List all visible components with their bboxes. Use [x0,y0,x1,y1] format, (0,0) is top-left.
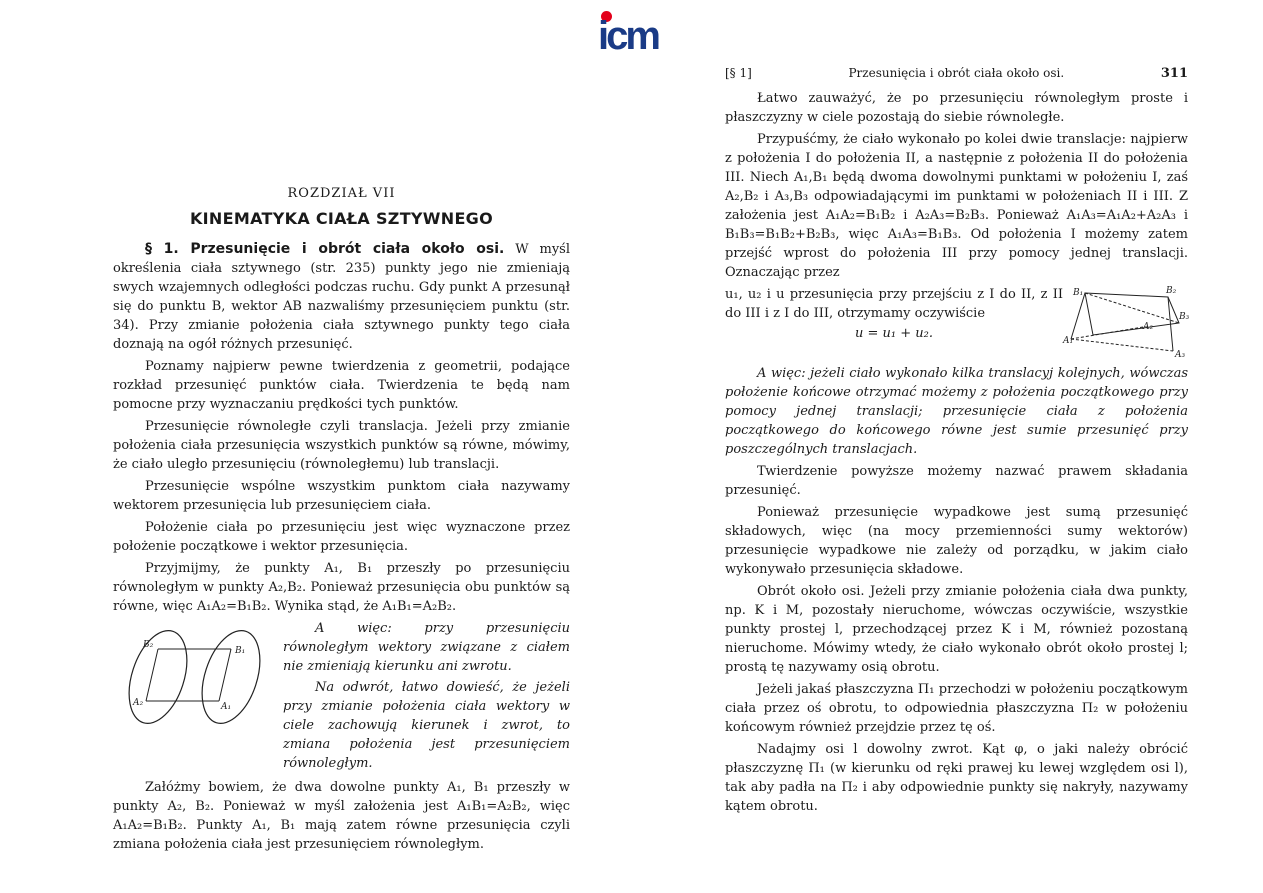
right-paragraph-1: Łatwo zauważyć, że po przesunięciu równoległym proste i płaszczyzny w ciele pozostają do siebie równoległe. [725,91,1188,125]
translation-figure [113,619,283,775]
right-paragraph-8: Nadajmy osi l dowolny zwrot. Kąt φ, o jaki należy obrócić płaszczyznę Π₁ (w kierunku od ręki prawej ku lewej względem osi l), tak aby padła na Π₂ i aby odpowiednie punkty się nakryły, nazywamy kątem obrotu. [725,742,1188,814]
label-a2: A₂ [133,698,144,708]
right-paragraph-6: Obrót około osi. Jeżeli przy zmianie położenia ciała dwa punkty, np. K i M, pozostały nieruchome, wówczas oczywiście, wszystkie punkty prostej l, przechodzącej przez K i M, również pozostaną nieruchome. Mówimy wtedy, że ciało wykonało obrót około prostej l; prostą tę nazywamy osią obrotu. [725,584,1188,675]
rlabel-b2: B₂ [1166,286,1177,296]
right-paragraph-4: Twierdzenie powyższe możemy nazwać prawem składania przesunięć. [725,464,1188,498]
running-header [725,66,1188,81]
paragraph-5: Położenie ciała po przesunięciu jest więc wyznaczone przez położenie początkowe i wektor przesunięcia. [113,520,570,554]
paragraph-2: Poznamy najpierw pewne twierdzenia z geometrii, podające rozkład przesunięć punktów ciała. Twierdzenia te będą nam pomocne przy wyznaczaniu prędkości tych punktów. [113,359,570,412]
composition-figure [1063,285,1188,364]
rlabel-a3: A₃ [1175,350,1186,360]
label-b1: B₁ [235,646,246,656]
header-section: [§ 1] [725,66,752,80]
paragraph-8: Na odwrót, łatwo dowieść, że jeżeli przy zmianie położenia ciała wektory w ciele zachowują kierunek i zwrot, to zmiana położenia jest przesunięciem równoległym. [283,680,570,771]
paragraph-6: Przyjmijmy, że punkty A₁, B₁ przeszły po przesunięciu równoległym w punkty A₂,B₂. Ponieważ przesunięcia obu punktów są równe, więc A₁A₂=B₁B₂. Wynika stąd, że A₁B₁=A₂B₂. [113,561,570,614]
figure-block [113,619,570,775]
line-b1a1 [146,649,158,701]
chapter-label: ROZDZIAŁ VII [287,186,396,201]
right-figure-block [725,285,1188,364]
paragraph-7: A więc: przy przesunięciu równoległym wektory związane z ciałem nie zmieniają kierunku ani zwrotu. [283,621,570,674]
vector-sum-formula: u = u₁ + u₂. [855,326,933,341]
figure-side-text [283,619,570,775]
label-a1: A₁ [221,702,232,712]
paragraph-1 [113,240,570,354]
left-page [113,186,570,857]
line-b2a2 [219,649,231,701]
rlabel-b3: B₃ [1179,312,1190,322]
paragraph-4: Przesunięcie wspólne wszystkim punktom ciała nazywamy wektorem przesunięcia lub przesunięciem ciała. [113,479,570,513]
right-page [725,66,1188,819]
header-title: Przesunięcia i obrót ciała około osi. [848,66,1065,80]
diagonal-2 [1071,327,1143,339]
icm-logo [598,8,678,56]
paragraph-9: Załóżmy bowiem, że dwa dowolne punkty A₁, B₁ przeszły w punkty A₂, B₂. Ponieważ w myśl założenia jest A₁B₁=A₂B₂, więc A₁A₂=B₁B₂. Punkty A₁, B₁ mają zatem równe przesunięcia czyli zmiana położenia ciała jest przesunięciem równoległym. [113,780,570,852]
diagonal-1 [1085,293,1179,323]
edge-3 [1071,339,1173,351]
logo-text: icm [598,14,658,58]
edge-1 [1071,293,1085,339]
rlabel-a2: A₂ [1143,322,1154,332]
right-paragraph-3: A więc: jeżeli ciało wykonało kilka translacyj kolejnych, wówczas położenie końcowe otrzymać możemy z położenia początkowego przy pomocy jednej translacji; przesunięcie ciała z położenia początkowego do końcowego równe jest sumie przesunięć przy poszczególnych translacjach. [725,366,1188,457]
right-paragraph-2-cont: u₁, u₂ i u przesunięcia przy przejściu z I do II, z II do III i z I do III, otrzymamy oczywiście [725,287,1063,321]
paragraph-3: Przesunięcie równoległe czyli translacja. Jeżeli przy zmianie położenia ciała przesunięcia wszystkich punktów są równe, mówimy, że ciało uległo przesunięciu (równoległemu) lub translacji. [113,419,570,472]
ellipse-2 [191,623,270,730]
right-paragraph-5: Ponieważ przesunięcie wypadkowe jest sumą przesunięć składowych, więc (na mocy przemienności sumy wektorów) przesunięcie wypadkowe nie zależy od porządku, w jakim ciało wykonywało przesunięcia składowe. [725,505,1188,577]
chapter-title: KINEMATYKA CIAŁA SZTYWNEGO [189,209,494,228]
label-b2: B₂ [143,640,154,650]
paragraph-1-text: W myśl określenia ciała sztywnego (str. 235) punkty jego nie zmieniają swych wzajemnych odległości podczas ruchu. Gdy punkt A przesunął się do punktu B, wektor AB nazwaliśmy przesunięciem punktu (str. 34). Przy zmianie położenia ciała sztywnego punkty tego ciała doznają na ogół różnych przesunięć. [113,242,570,352]
rlabel-b1: B₁ [1073,288,1084,298]
ellipse-1 [118,623,197,730]
right-paragraph-7: Jeżeli jakaś płaszczyzna Π₁ przechodzi w położeniu początkowym ciała przez oś obrotu, to odpowiednia płaszczyzna Π₂ w położeniu końcowym również przejdzie przez tę oś. [725,682,1188,735]
section-title: § 1. Przesunięcie i obrót ciała około osi. [145,241,505,257]
rlabel-a1: A₁ [1063,336,1074,346]
right-paragraph-2: Przypuśćmy, że ciało wykonało po kolei dwie translacje: najpierw z położenia I do położenia II, a następnie z położenia II do położenia III. Niech A₁,B₁ będą dwoma dowolnymi punktami w położeniu I, zaś A₂,B₂ i A₃,B₃ odpowiadającymi im punktami w położeniach II i III. Z założenia jest A₁A₂=B₁B₂ i A₂A₃=B₂B₃. Ponieważ A₁A₃=A₁A₂+A₂A₃ i B₁B₃=B₁B₂+B₂B₃, więc A₁A₃=B₁B₃. Od położenia I możemy zatem przejść wprost do położenia III przy pomocy jednej translacji. Oznaczając przez [725,132,1188,280]
right-figure-text [725,285,1063,364]
page-number: 311 [1160,66,1188,81]
